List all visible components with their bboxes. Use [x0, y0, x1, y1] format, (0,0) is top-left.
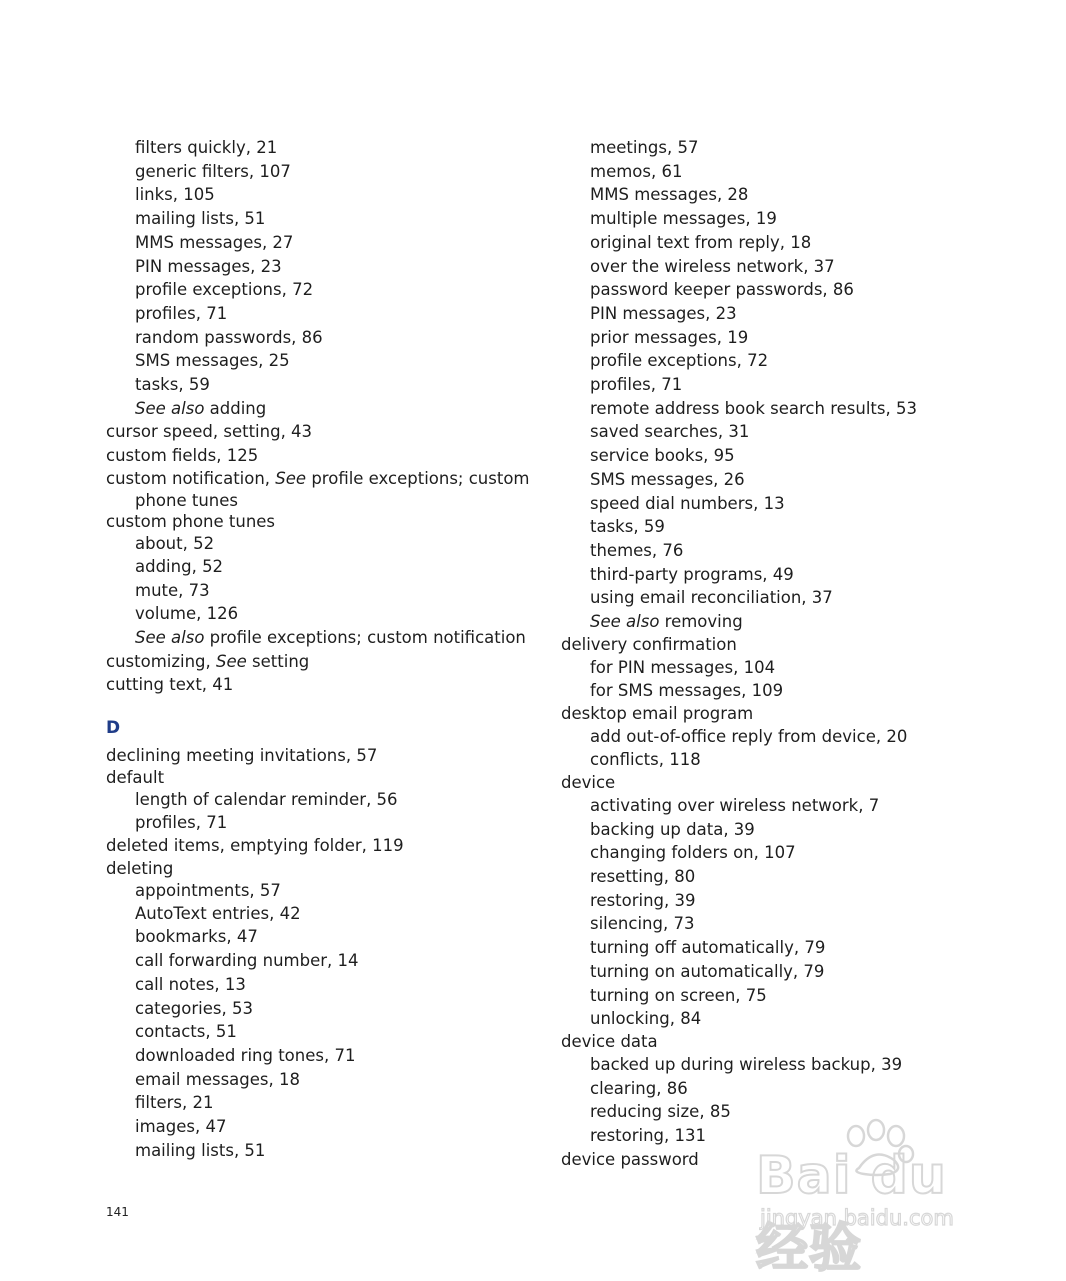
entry-text: about, 52 [135, 534, 215, 554]
index-subentry [561, 349, 981, 373]
entry-text: clearing, 86 [590, 1078, 688, 1098]
index-subentry [561, 444, 981, 468]
index-subentry [106, 278, 526, 302]
index-subentry [561, 679, 981, 703]
entry-text: profile exceptions, 72 [135, 280, 314, 300]
entry-text: password keeper passwords, 86 [590, 280, 854, 300]
entry-text: MMS messages, 28 [590, 185, 749, 205]
entry-text: customizing, [106, 651, 217, 671]
entry-text: MMS messages, 27 [135, 232, 294, 252]
entry-text: saved searches, 31 [590, 422, 750, 442]
index-subentry [106, 1091, 526, 1115]
entry-text: device password [561, 1149, 699, 1169]
index-subentry [561, 515, 981, 539]
index-subentry [561, 1053, 981, 1077]
index-subentry [561, 563, 981, 587]
index-subentry [106, 880, 526, 902]
entry-text: volume, 126 [135, 604, 239, 624]
entry-text: mailing lists, 51 [135, 209, 266, 229]
entry-text: profile exceptions, 72 [590, 351, 769, 371]
watermark [756, 1118, 1006, 1279]
entry-text: for SMS messages, 109 [590, 681, 784, 701]
entry-text: removing [659, 612, 743, 632]
entry-text: length of calendar reminder, 56 [135, 789, 398, 809]
index-subentry [106, 533, 526, 555]
watermark-url: jingyan.baidu.com [760, 1206, 954, 1230]
entry-text: changing folders on, 107 [590, 843, 796, 863]
index-subentry [561, 912, 981, 936]
entry-text: backed up during wireless backup, 39 [590, 1054, 903, 1074]
index-entry [106, 420, 526, 444]
index-entry [106, 858, 526, 880]
index-subentry [106, 207, 526, 231]
index-subentry [106, 373, 526, 397]
index-entry [106, 745, 526, 767]
entry-text: reducing size, 85 [590, 1102, 731, 1122]
entry-text: add out-of-office reply from device, 20 [590, 726, 908, 746]
entry-text: device [561, 773, 616, 793]
index-entry [106, 650, 526, 674]
index-subentry [106, 183, 526, 207]
entry-text: for PIN messages, 104 [590, 657, 776, 677]
index-subentry [561, 420, 981, 444]
index-subentry [561, 818, 981, 842]
entry-text: mailing lists, 51 [135, 1140, 266, 1160]
entry-text: tasks, 59 [135, 375, 210, 395]
index-subentry [561, 231, 981, 255]
entry-text: custom notification, [106, 468, 276, 488]
index-subentry [561, 302, 981, 326]
index-entry [106, 444, 526, 468]
entry-text: speed dial numbers, 13 [590, 493, 785, 513]
index-subentry [106, 1020, 526, 1044]
entry-text: cutting text, 41 [106, 674, 234, 694]
index-subentry [106, 925, 526, 949]
index-subentry [106, 255, 526, 279]
entry-text: delivery confirmation [561, 634, 737, 654]
entry-text: filters, 21 [135, 1093, 214, 1113]
index-subentry [106, 949, 526, 973]
index-subentry [561, 136, 981, 160]
entry-text: activating over wireless network, 7 [590, 795, 880, 815]
entry-text: unlocking, 84 [590, 1009, 702, 1029]
index-subentry [561, 468, 981, 492]
entry-text: silencing, 73 [590, 914, 695, 934]
entry-text: AutoText entries, 42 [135, 903, 301, 923]
entry-text: profiles, 71 [135, 812, 228, 832]
index-subentry [561, 936, 981, 960]
cross-reference-label: See also [135, 628, 205, 648]
index-subentry [106, 160, 526, 184]
entry-text: deleting [106, 859, 174, 879]
index-subentry [106, 1115, 526, 1139]
index-subentry [561, 656, 981, 680]
entry-text: turning off automatically, 79 [590, 938, 826, 958]
entry-text: mute, 73 [135, 580, 210, 600]
entry-text: desktop email program [561, 703, 754, 723]
entry-text: PIN messages, 23 [590, 303, 737, 323]
index-subentry [106, 136, 526, 160]
index-subentry [561, 610, 981, 634]
entry-text: cursor speed, setting, 43 [106, 422, 313, 442]
index-subentry [561, 373, 981, 397]
index-subentry [561, 960, 981, 984]
entry-text-continued: setting [246, 651, 310, 671]
entry-text: tasks, 59 [590, 517, 665, 537]
entry-text: SMS messages, 26 [590, 469, 745, 489]
entry-text: conflicts, 118 [590, 750, 701, 770]
index-subentry [561, 984, 981, 1008]
page-number: 141 [106, 1205, 129, 1219]
index-entry [561, 772, 981, 794]
index-subentry [561, 160, 981, 184]
index-entry [106, 767, 526, 789]
index-subentry [561, 183, 981, 207]
entry-text: call notes, 13 [135, 974, 246, 994]
index-subentry [561, 841, 981, 865]
entry-text: adding [204, 398, 267, 418]
entry-text: SMS messages, 25 [135, 351, 290, 371]
entry-text: prior messages, 19 [590, 327, 749, 347]
index-subentry [106, 579, 526, 603]
cross-reference-label: See also [590, 612, 660, 632]
entry-text: downloaded ring tones, 71 [135, 1045, 356, 1065]
entry-text: profile exceptions; custom notification [204, 628, 526, 648]
cross-reference-label: See also [135, 398, 205, 418]
index-subentry [106, 397, 526, 421]
section-letter-heading: D [106, 718, 121, 739]
entry-text: multiple messages, 19 [590, 209, 777, 229]
entry-text: resetting, 80 [590, 867, 696, 887]
index-subentry [561, 748, 981, 772]
entry-text: random passwords, 86 [135, 327, 323, 347]
index-subentry [106, 1139, 526, 1163]
entry-text: deleted items, emptying folder, 119 [106, 836, 404, 856]
entry-text: declining meeting invitations, 57 [106, 746, 378, 766]
index-subentry [106, 326, 526, 350]
index-entry [561, 1031, 981, 1053]
entry-text: themes, 76 [590, 540, 684, 560]
entry-text: restoring, 39 [590, 890, 696, 910]
cross-reference-label: See [216, 651, 247, 671]
index-subentry [561, 865, 981, 889]
entry-text: original text from reply, 18 [590, 232, 812, 252]
index-entry [106, 674, 526, 696]
index-entry [561, 703, 981, 725]
index-subentry [561, 725, 981, 749]
index-subentry [561, 326, 981, 350]
entry-text: email messages, 18 [135, 1069, 300, 1089]
index-column-left [106, 136, 530, 1162]
entry-text: using email reconciliation, 37 [590, 588, 833, 608]
entry-text: turning on automatically, 79 [590, 961, 825, 981]
index-column-right [561, 136, 981, 1171]
entry-text: custom fields, 125 [106, 446, 259, 466]
index-subentry [561, 492, 981, 516]
entry-text: bookmarks, 47 [135, 927, 258, 947]
index-entry [106, 511, 526, 533]
index-subentry [106, 231, 526, 255]
entry-text: filters quickly, 21 [135, 138, 278, 157]
entry-text: remote address book search results, 53 [590, 398, 917, 418]
entry-text: device data [561, 1032, 658, 1051]
entry-text: adding, 52 [135, 557, 224, 577]
index-entry-continuation [106, 490, 526, 512]
index-subentry [106, 349, 526, 373]
entry-text: memos, 61 [590, 161, 683, 181]
index-subentry [561, 207, 981, 231]
entry-text: images, 47 [135, 1117, 227, 1137]
entry-text: categories, 53 [135, 998, 253, 1018]
index-entry [561, 634, 981, 656]
entry-text: turning on screen, 75 [590, 985, 767, 1005]
index-subentry [106, 1068, 526, 1092]
index-subentry [106, 626, 526, 650]
entry-text: service books, 95 [590, 446, 735, 466]
entry-text: backing up data, 39 [590, 819, 755, 839]
index-subentry [106, 789, 526, 811]
index-subentry [561, 539, 981, 563]
watermark-brand: Bai du 经验 [756, 1146, 947, 1279]
entry-text: default [106, 768, 165, 788]
index-subentry [561, 278, 981, 302]
entry-text: call forwarding number, 14 [135, 951, 359, 971]
entry-text: appointments, 57 [135, 880, 281, 900]
entry-text: generic filters, 107 [135, 161, 291, 181]
index-subentry [561, 1007, 981, 1031]
entry-text: contacts, 51 [135, 1022, 237, 1042]
cross-reference-label: See [275, 468, 307, 488]
index-subentry [106, 1044, 526, 1068]
entry-text: custom phone tunes [106, 512, 276, 532]
entry-text: PIN messages, 23 [135, 256, 282, 276]
index-subentry [561, 889, 981, 913]
entry-text: phone tunes [135, 490, 239, 510]
index-subentry [106, 811, 526, 835]
index-entry [106, 834, 526, 858]
index-subentry [561, 586, 981, 610]
index-subentry [106, 302, 526, 326]
entry-text: links, 105 [135, 185, 215, 205]
entry-text: profiles, 71 [590, 375, 683, 395]
index-subentry [106, 555, 526, 579]
index-subentry [561, 397, 981, 421]
entry-text: meetings, 57 [590, 138, 699, 157]
index-subentry [106, 973, 526, 997]
index-subentry [106, 997, 526, 1021]
index-entry [106, 468, 530, 490]
entry-text: third-party programs, 49 [590, 564, 794, 584]
index-subentry [561, 1077, 981, 1101]
entry-text-continued: profile exceptions; custom [306, 468, 530, 488]
index-subentry [106, 602, 526, 626]
index-subentry [561, 794, 981, 818]
entry-text: over the wireless network, 37 [590, 256, 835, 276]
index-subentry [561, 255, 981, 279]
index-subentry [106, 902, 526, 926]
entry-text: restoring, 131 [590, 1125, 707, 1145]
entry-text: profiles, 71 [135, 303, 228, 323]
